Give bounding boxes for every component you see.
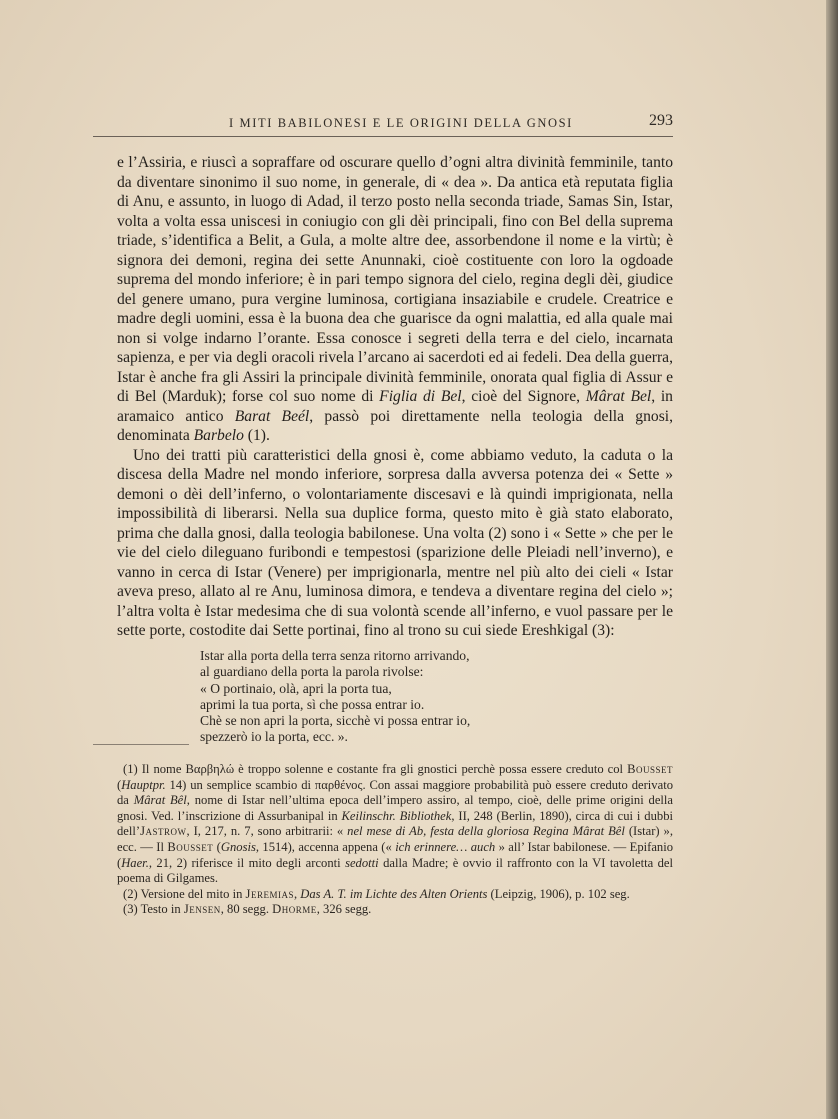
- footnote-2: (2) Versione del mito in Jeremias, Das A. T. im Lichte des Alten Orients (Leipzig, 1906), p. 102 seg.: [123, 886, 630, 901]
- running-head: I MITI BABILONESI E LE ORIGINI DELLA GNOSI: [229, 116, 573, 130]
- book-edge: [826, 0, 838, 1119]
- verse-line: « O portinaio, olà, apri la porta tua,: [200, 680, 392, 696]
- verse-line: spezzerò io la porta, ecc. ».: [200, 729, 348, 745]
- verse-line: Chè se non apri la porta, sicchè vi possa entrar io,: [200, 713, 471, 729]
- footnote-1: (1) Il nome Βαρβηλώ è troppo solenne e costante fra gli gnostici perchè possa essere creduto col Bousset (Hauptpr. 14) un semplice scambio di παρθένος. Con assai maggiore probabilità può essere creduto derivato da Mârat Bêl, nome di Istar nell’ultima epoca dell’impero assiro, al tempo, cioè, delle prime origini della gnosi. Ved. l’inscrizione di Assurbanipal in Keilinschr. Bibliothek, II, 248 (Berlin, 1890), circa di cui i dubbi dell’Jastrow, I, 217, n. 7, sono arbitrarii: « nel mese di Ab, festa della gloriosa Regina Mârat Bêl (Istar) », ecc. — Il Bousset (Gnosis, 1514), accenna appena (« ich erinnere… auch » all’ Istar babilonese. — Epifanio (Haer., 21, 2) riferisce il mito degli arconti sedotti dalla Madre; è ovvio il raffronto con la VI tavoletta del poema di Gilgames.: [117, 762, 674, 886]
- verse-line: Istar alla porta della terra senza ritorno arrivando,: [200, 648, 470, 663]
- footnote-3: (3) Testo in Jensen, 80 segg. Dhorme, 326 segg.: [123, 902, 372, 917]
- paragraph-2: Uno dei tratti più caratteristici della gnosi è, come abbiamo veduto, la caduta o la discesa della Madre nel mondo inferiore, sorpresa dalla avversa potenza dei « Sette » demoni o dèi dell’inferno, o volontariamente discesavi e là quindi imprigionata, nella impossibilità di liberarsi. Nella sua duplice forma, questo mito è già stato elaborato, prima che dalla gnosi, dalla teologia babilonese. Una volta (2) sono i « Sette » che per le vie del cielo dileguano furibondi e tempestosi (sparizione delle Pleiadi nell’inverno), e vanno in cerca di Istar (Venere) per imprigionarla, mentre nel più alto dei cieli « Istar aveva preso, allato al re Anu, luminosa dimora, e tendeva a diventare regina del cielo »; l’altra volta è Istar medesima che di sua volontà scende all’inferno, e vuol passare per le sette porte, costodite dai Sette portinai, fino al trono su cui siede Ereshkigal (3):: [117, 446, 673, 639]
- page-number: 293: [649, 112, 673, 129]
- footnote-rule: [93, 744, 189, 745]
- paragraph-1: e l’Assiria, e riuscì a sopraffare od oscurare quello d’ogni altra divinità femminile, tanto da diventare sinonimo il suo nome, in generale, di « dea ». Da antica età reputata figlia di Anu, e assunto, in luogo di Adad, il terzo posto nella seconda triade, Samas Sin, Istar, volta a volta essa uniscesi in coniugio con gli dèi principali, fino con Bel della suprema triade, s’identifica a Belit, a Gula, a molte altre dee, assorbendone il nome e la virtù; è signora dei demoni, regina dei sette Anunnaki, cioè costituente con loro la ogdoade suprema del mondo inferiore; è in pari tempo signora del cielo, regina degli dèi, giudice del genere umano, pura vergine luminosa, cortigiana insaziabile e crudele. Creatrice e madre degli uomini, essa è la buona dea che guarisce da ogni malattia, ed alla quale mai non si volge indarno l’orante. Essa conosce i segreti della terra e del cielo, incarnata sapienza, e per via degli oracoli rivela l’arcano ai sacerdoti ed ai fedeli. Dea della guerra, Istar è anche fra gli Assiri la principale divinità femminile, onorata qual figlia di Assur e di Bel (Marduk); forse col suo nome di Figlia di Bel, cioè del Signore, Mârat Bel, in aramaico antico Barat Beél, passò poi direttamente nella teologia della gnosi, denominata Barbelo (1).: [117, 154, 673, 444]
- page-header: [93, 112, 673, 136]
- verse-line: al guardiano della porta la parola rivolse:: [200, 664, 424, 680]
- verse-line: aprimi la tua porta, sì che possa entrar io.: [200, 696, 425, 712]
- verse-quotation: [200, 648, 560, 746]
- header-rule: [93, 136, 673, 137]
- footnotes: [117, 762, 673, 918]
- main-text: [117, 153, 673, 641]
